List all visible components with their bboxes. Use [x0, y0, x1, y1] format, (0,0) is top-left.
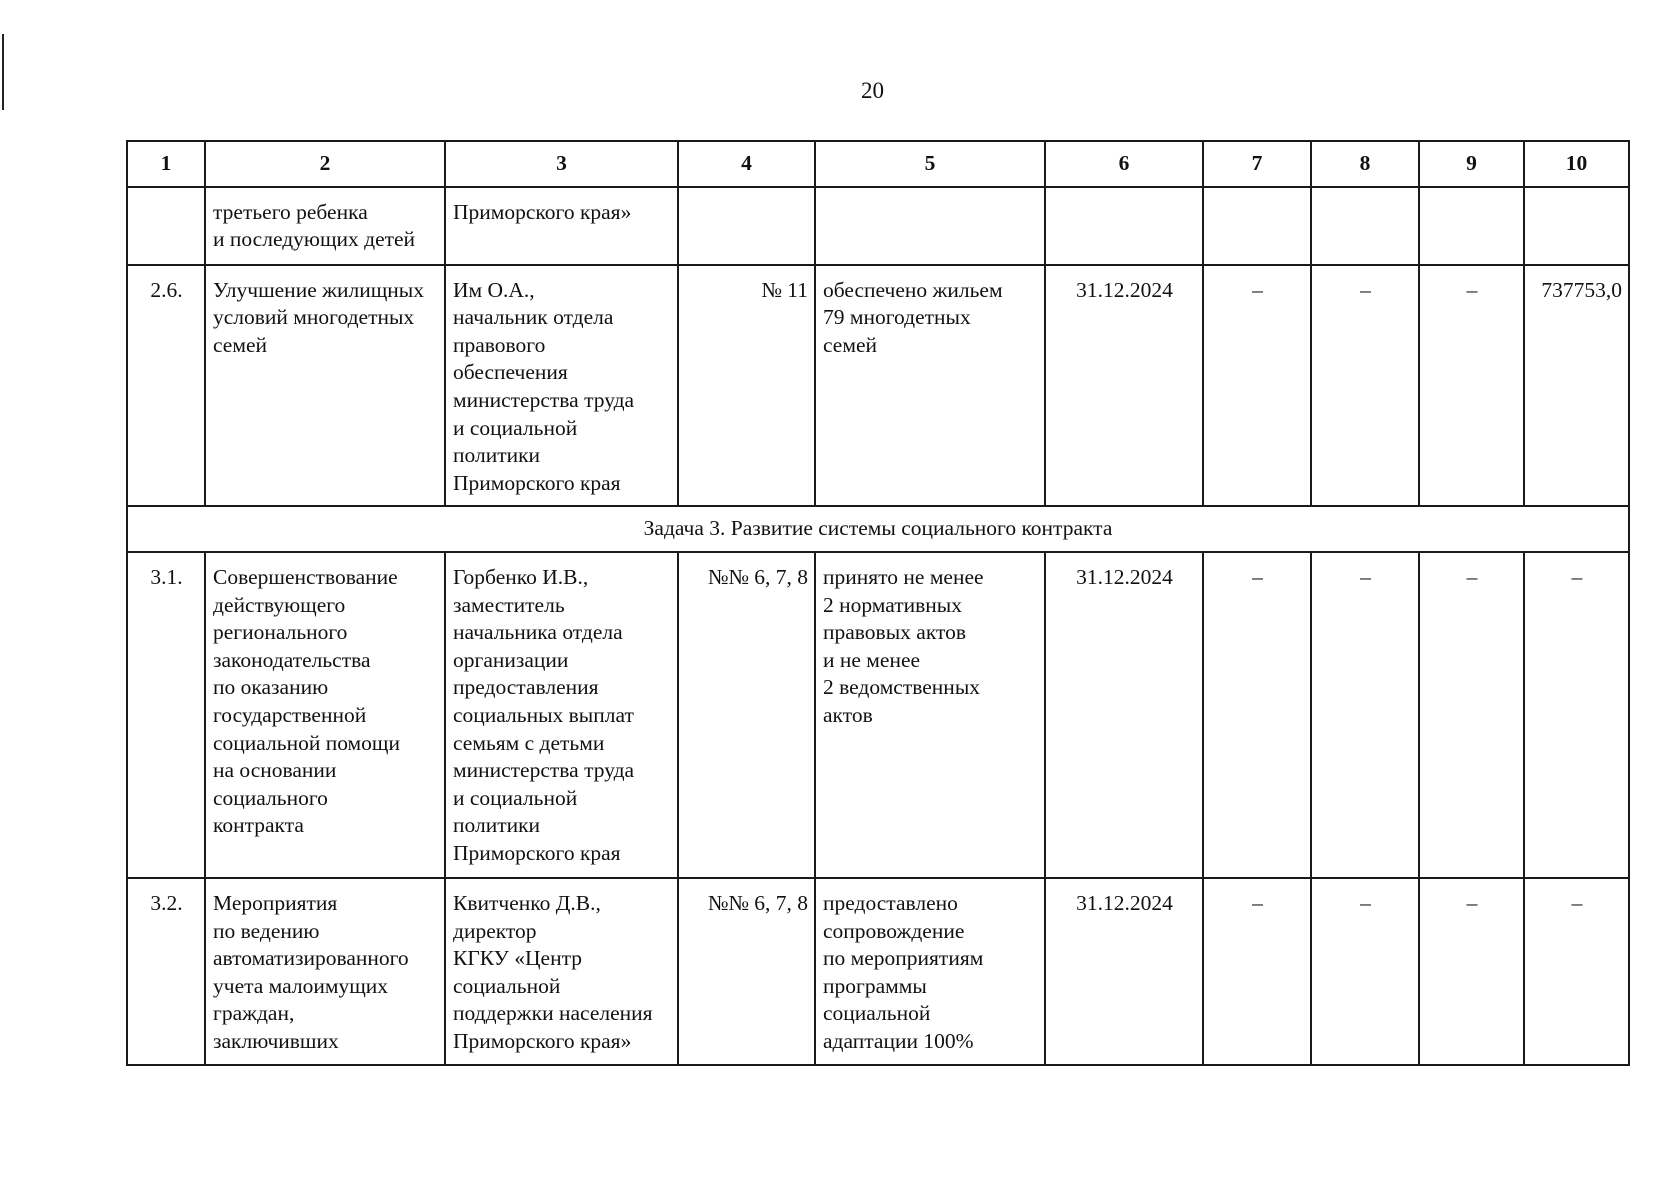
table-row — [127, 187, 1629, 265]
table-row — [127, 552, 1629, 878]
header-cell-6: 6 — [1045, 141, 1203, 187]
deadline-cell: 31.12.2024 — [1045, 878, 1203, 1065]
responsible-cell: Приморского края» — [445, 187, 678, 265]
row-number-cell — [127, 187, 205, 265]
header-cell-9: 9 — [1419, 141, 1524, 187]
value-cell-10 — [1524, 187, 1629, 265]
value-cell-10: – — [1524, 878, 1629, 1065]
result-cell: принято не менее 2 нормативных правовых актов и не менее 2 ведомственных актов — [815, 552, 1045, 878]
deadline-cell — [1045, 187, 1203, 265]
header-cell-10: 10 — [1524, 141, 1629, 187]
measure-name-cell: третьего ребенка и последующих детей — [205, 187, 445, 265]
header-cell-1: 1 — [127, 141, 205, 187]
value-cell-10: 737753,0 — [1524, 265, 1629, 507]
result-cell: предоставлено сопровождение по мероприятиям программы социальной адаптации 100% — [815, 878, 1045, 1065]
header-cell-7: 7 — [1203, 141, 1311, 187]
value-cell-7 — [1203, 187, 1311, 265]
row-number-cell: 2.6. — [127, 265, 205, 507]
measure-name-cell: Мероприятия по ведению автоматизированного учета малоимущих граждан, заключивших — [205, 878, 445, 1065]
measure-name-cell: Улучшение жилищных условий многодетных семей — [205, 265, 445, 507]
documents-cell: №№ 6, 7, 8 — [678, 552, 815, 878]
plan-table — [126, 140, 1630, 1066]
responsible-cell: Квитченко Д.В., директор КГКУ «Центр социальной поддержки населения Приморского края» — [445, 878, 678, 1065]
value-cell-10: – — [1524, 552, 1629, 878]
value-cell-9: – — [1419, 878, 1524, 1065]
value-cell-8: – — [1311, 265, 1419, 507]
documents-cell: №№ 6, 7, 8 — [678, 878, 815, 1065]
value-cell-7: – — [1203, 265, 1311, 507]
header-cell-3: 3 — [445, 141, 678, 187]
table-row — [127, 878, 1629, 1065]
value-cell-7: – — [1203, 878, 1311, 1065]
value-cell-9: – — [1419, 552, 1524, 878]
row-number-cell: 3.1. — [127, 552, 205, 878]
header-cell-5: 5 — [815, 141, 1045, 187]
header-cell-4: 4 — [678, 141, 815, 187]
deadline-cell: 31.12.2024 — [1045, 552, 1203, 878]
task-heading-row — [127, 506, 1629, 552]
responsible-cell: Горбенко И.В., заместитель начальника отдела организации предоставления социальных выплат семьям с детьми министерства труда и социальной политики Приморского края — [445, 552, 678, 878]
table-row — [127, 265, 1629, 507]
result-cell — [815, 187, 1045, 265]
result-cell: обеспечено жильем 79 многодетных семей — [815, 265, 1045, 507]
deadline-cell: 31.12.2024 — [1045, 265, 1203, 507]
table-header-row — [127, 141, 1629, 187]
value-cell-8: – — [1311, 552, 1419, 878]
value-cell-9: – — [1419, 265, 1524, 507]
documents-cell — [678, 187, 815, 265]
documents-cell: № 11 — [678, 265, 815, 507]
value-cell-8: – — [1311, 878, 1419, 1065]
value-cell-8 — [1311, 187, 1419, 265]
header-cell-2: 2 — [205, 141, 445, 187]
header-cell-8: 8 — [1311, 141, 1419, 187]
responsible-cell: Им О.А., начальник отдела правового обеспечения министерства труда и социальной политики Приморского края — [445, 265, 678, 507]
value-cell-9 — [1419, 187, 1524, 265]
page-number: 20 — [861, 78, 884, 103]
value-cell-7: – — [1203, 552, 1311, 878]
measure-name-cell: Совершенствование действующего регионального законодательства по оказанию государственной социальной помощи на основании социального контракта — [205, 552, 445, 878]
task-heading: Задача 3. Развитие системы социального контракта — [127, 506, 1629, 552]
row-number-cell: 3.2. — [127, 878, 205, 1065]
